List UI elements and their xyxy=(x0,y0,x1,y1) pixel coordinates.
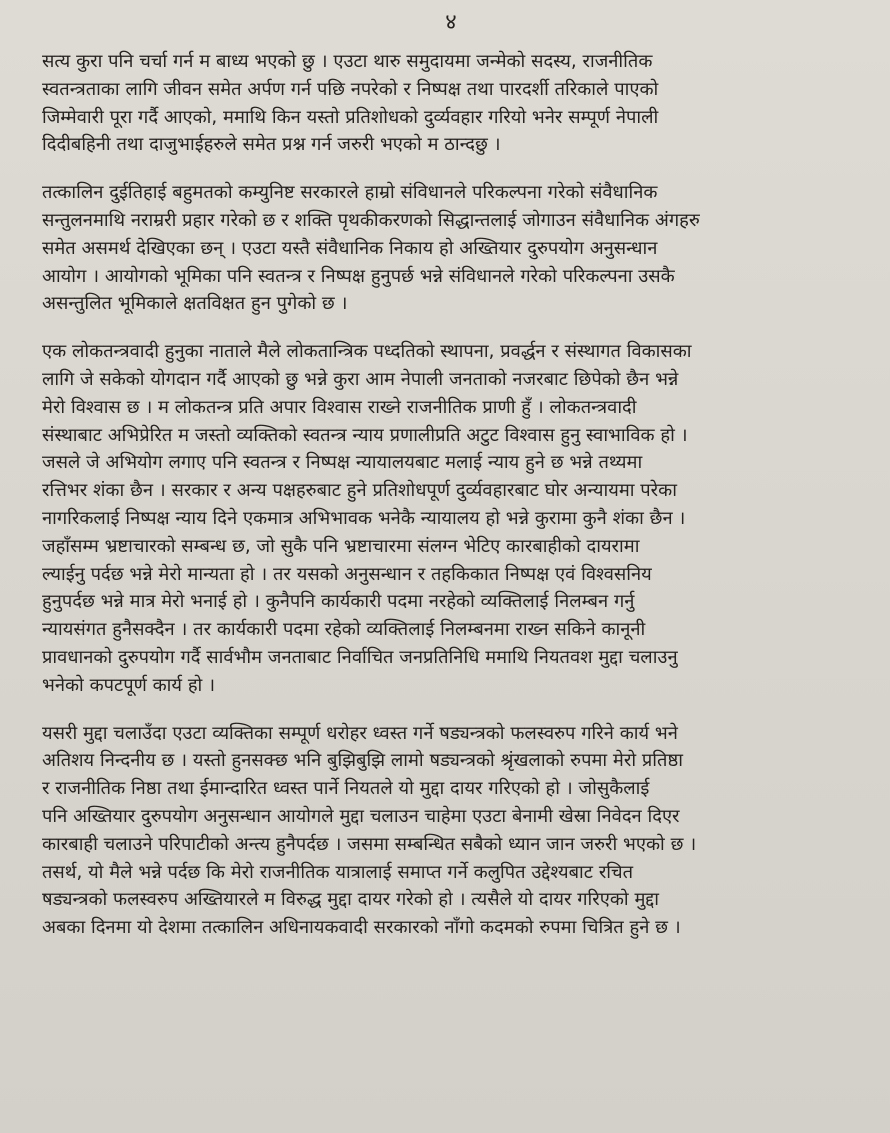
text-line: सत्य कुरा पनि चर्चा गर्न म बाध्य भएको छु । एउटा थारु समुदायमा जन्मेको सदस्य, राजनीतिक xyxy=(42,51,653,72)
text-line: एक लोकतन्त्रवादी हुनुका नाताले मैले लोकतान्त्रिक पध्दतिको स्थापना, प्रवर्द्धन र संस्थागत विकासका xyxy=(42,341,692,363)
text-line: नागरिकलाई निष्पक्ष न्याय दिने एकमात्र अभिभावक भनेकै न्यायालय हो भन्ने कुरामा कुनै शंका छैन । xyxy=(42,507,686,529)
text-line: सन्तुलनमाथि नराम्ररी प्रहार गरेको छ र शक्ति पृथकीकरणको सिद्धान्तलाई जोगाउन संवैधानिक अंगहरु xyxy=(42,209,700,231)
text-line: लागि जे सकेको योगदान गर्दै आएको छु भन्ने कुरा आम नेपाली जनताको नजरबाट छिपेको छैन भन्ने xyxy=(42,368,679,390)
page-number: ४ xyxy=(445,10,457,35)
text-line: रत्तिभर शंका छैन । सरकार र अन्य पक्षहरुबाट हुने प्रतिशोधपूर्ण दुर्व्यवहारबाट घोर अन्यायमा परेका xyxy=(42,480,677,502)
text-line: कारबाही चलाउने परिपाटीको अन्त्य हुनैपर्दछ । जसमा सम्बन्धित सबैको ध्यान जान जरुरी भएको छ । xyxy=(42,833,697,855)
paragraph-4 xyxy=(42,720,860,942)
text-line: तसर्थ, यो मैले भन्ने पर्दछ कि मेरो राजनीतिक यात्रालाई समाप्त गर्ने कलुपित उद्देश्यबाट रचित xyxy=(42,861,634,883)
text-line: अतिशय निन्दनीय छ । यस्तो हुनसक्छ भनि बुझिबुझि लामो षड्यन्त्रको श्रृंखलाको रुपमा मेरो प्रतिष्ठा xyxy=(42,750,683,772)
text-line: दिदीबहिनी तथा दाजुभाईहरुले समेत प्रश्न गर्न जरुरी भएको म ठान्दछु । xyxy=(42,134,501,156)
text-line: जिम्मेवारी पूरा गर्दै आएको, ममाथि किन यस्तो प्रतिशोधको दुर्व्यवहार गरियो भनेर सम्पूर्ण नेपाली xyxy=(42,106,659,128)
paragraph-2 xyxy=(42,179,860,318)
text-line: पनि अख्तियार दुरुपयोग अनुसन्धान आयोगले मुद्दा चलाउन चाहेमा एउटा बेनामी खेस्रा निवेदन दिएर xyxy=(42,805,680,827)
text-line: भनेको कपटपूर्ण कार्य हो । xyxy=(42,674,216,696)
text-line: अबका दिनमा यो देशमा तत्कालिन अधिनायकवादी सरकारको नाँगो कदमको रुपमा चित्रित हुने छ । xyxy=(42,917,681,939)
text-line: यसरी मुद्दा चलाउँदा एउटा व्यक्तिका सम्पूर्ण धरोहर ध्वस्त गर्ने षड्यन्त्रको फलस्वरुप गरिने कार्य भने xyxy=(42,722,678,744)
text-line: मेरो विश्वास छ । म लोकतन्त्र प्रति अपार विश्वास राख्ने राजनीतिक प्राणी हुँ । लोकतन्त्रवादी xyxy=(42,396,637,418)
text-line: संस्थाबाट अभिप्रेरित म जस्तो व्यक्तिको स्वतन्त्र न्याय प्रणालीप्रति अटुट विश्वास हुनु स्वाभाविक हो । xyxy=(42,424,688,446)
text-line: तत्कालिन दुईतिहाई बहुमतको कम्युनिष्ट सरकारले हाम्रो संविधानले परिकल्पना गरेको संवैधानिक xyxy=(42,182,658,204)
text-line: ल्याईनु पर्दछ भन्ने मेरो मान्यता हो । तर यसको अनुसन्धान र तहकिकात निष्पक्ष एवं विश्वसनिय xyxy=(42,563,652,585)
paragraph-1 xyxy=(42,48,860,159)
text-line: स्वतन्त्रताका लागि जीवन समेत अर्पण गर्न पछि नपरेको र निष्पक्ष तथा पारदर्शी तरिकाले पाएको xyxy=(42,78,659,100)
text-line: समेत असमर्थ देखिएका छन् । एउटा यस्तै संवैधानिक निकाय हो अख्तियार दुरुपयोग अनुसन्धान xyxy=(42,237,658,259)
text-line: असन्तुलित भूमिकाले क्षतविक्षत हुन पुगेको छ । xyxy=(42,293,348,315)
text-line: आयोग । आयोगको भूमिका पनि स्वतन्त्र र निष्पक्ष हुनुपर्छ भन्ने संविधानले गरेको परिकल्पना उसकै xyxy=(42,265,675,287)
text-line: हुनुपर्दछ भन्ने मात्र मेरो भनाई हो । कुनैपनि कार्यकारी पदमा नरहेको व्यक्तिलाई निलम्बन गर्नु xyxy=(42,591,635,613)
text-line: जहाँसम्म भ्रष्टाचारको सम्बन्ध छ, जो सुकै पनि भ्रष्टाचारमा संलग्न भेटिए कारबाहीको दायरामा xyxy=(42,535,640,557)
text-line: प्रावधानको दुरुपयोग गर्दै सार्वभौम जनताबाट निर्वाचित जनप्रतिनिधि ममाथि नियतवश मुद्दा चलाउनु xyxy=(42,646,678,668)
text-line: षड्यन्त्रको फलस्वरुप अख्तियारले म विरुद्ध मुद्दा दायर गरेको हो । त्यसैले यो दायर गरिएको मुद्दा xyxy=(42,889,659,911)
text-line: जसले जे अभियोग लगाए पनि स्वतन्त्र र निष्पक्ष न्यायालयबाट मलाई न्याय हुने छ भन्ने तथ्यमा xyxy=(42,452,643,474)
paragraph-3 xyxy=(42,338,860,699)
text-line: न्यायसंगत हुनैसक्दैन । तर कार्यकारी पदमा रहेको व्यक्तिलाई निलम्बनमा राख्न सकिने कानूनी xyxy=(42,619,646,641)
text-line: र राजनीतिक निष्ठा तथा ईमान्दारित ध्वस्त पार्ने नियतले यो मुद्दा दायर गरिएको हो । जोसुकैलाई xyxy=(42,778,650,800)
